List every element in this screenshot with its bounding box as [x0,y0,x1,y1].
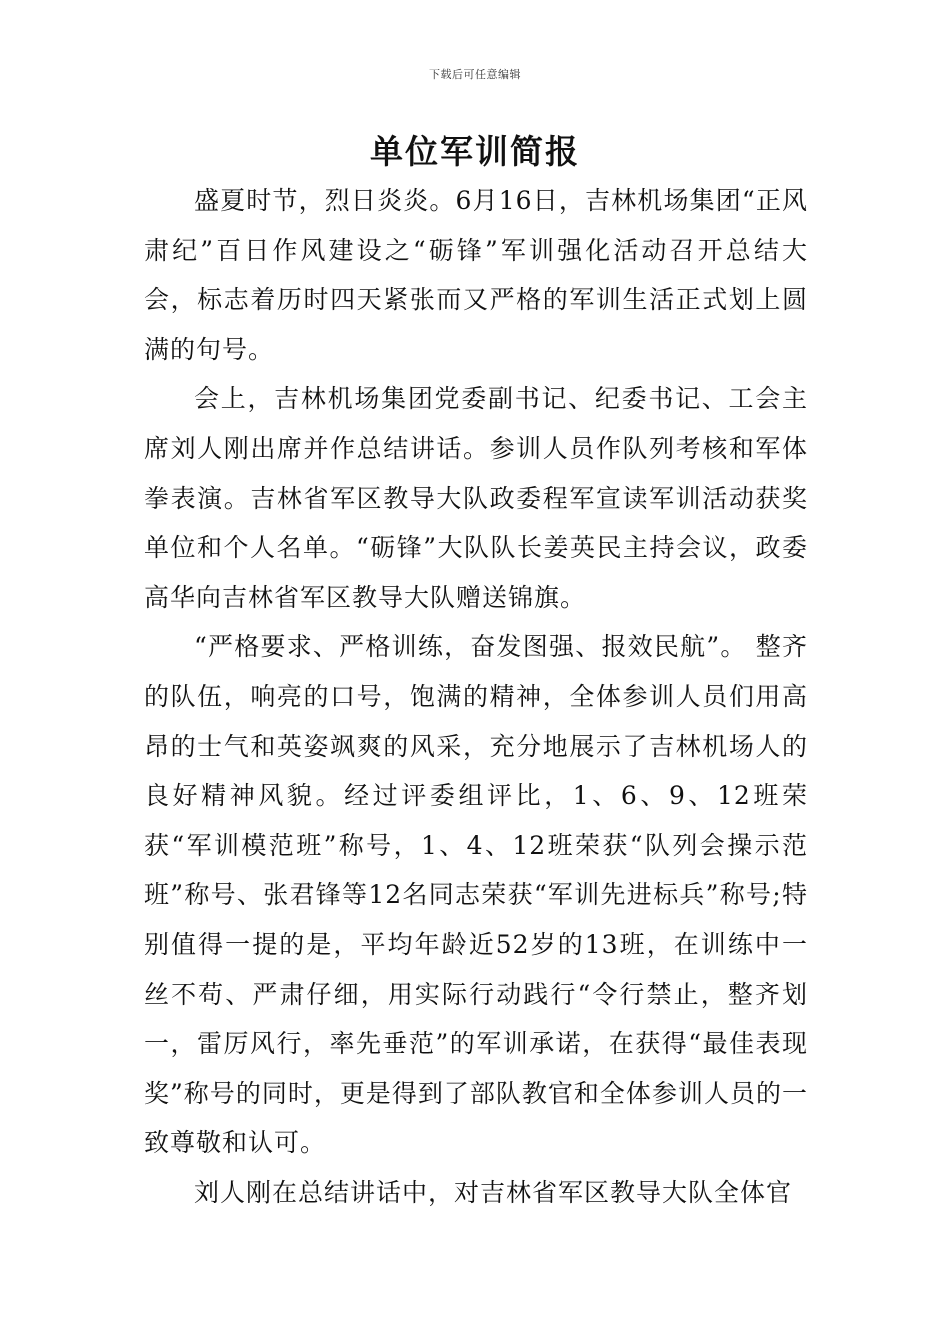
document-title: 单位军训简报 [370,132,580,171]
paragraph-3: “严格要求、严格训练，奋发图强、报效民航”。 整齐的队伍，响亮的口号，饱满的精神，全体参训人员们用高昂的士气和英姿飒爽的风采，充分地展示了吉林机场人的良好精神风貌。经过评委组评比，1、6、9、12班荣获“军训模范班”称号，1、4、12班荣获“队列会操示范班”称号、张君锋等12名同志荣获“军训先进标兵”称号;特别值得一提的是，平均年龄近52岁的13班，在训练中一丝不苟、严肃仔细，用实际行动践行“令行禁止，整齐划一，雷厉风行，率先垂范”的军训承诺，在获得“最佳表现奖”称号的同时，更是得到了部队教官和全体参训人员的一致尊敬和认可。 [144,632,808,1158]
paragraph-2: 会上，吉林机场集团党委副书记、纪委书记、工会主席刘人刚出席并作总结讲话。参训人员作队列考核和军体拳表演。吉林省军区教导大队政委程军宣读军训活动获奖单位和个人名单。“砺锋”大队队长姜英民主持会议，政委高华向吉林省军区教导大队赠送锦旗。 [144,384,808,612]
paragraph-1: 盛夏时节，烈日炎炎。6月16日，吉林机场集团“正风肃纪”百日作风建设之“砺锋”军训强化活动召开总结大会，标志着历时四天紧张而又严格的军训生活正式划上圆满的句号。 [144,186,808,364]
paragraph-4: 刘人刚在总结讲话中，对吉林省军区教导大队全体官 [194,1177,793,1207]
header-note: 下载后可任意编辑 [429,68,521,81]
document-body [144,176,808,1217]
